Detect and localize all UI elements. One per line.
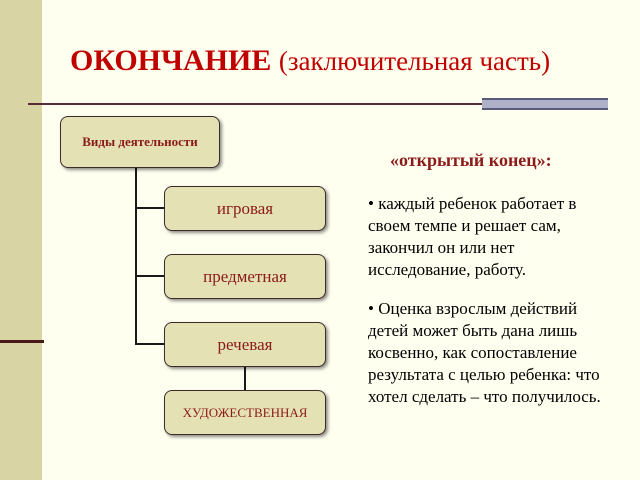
diagram-node-object: предметная xyxy=(164,254,326,299)
bullet-item-2: • Оценка взрослым действий детей может быть дана лишь косвенно, как сопоставление результата с целью ребенка: что хотел сделать – что получилось. xyxy=(368,299,601,406)
connector-vertical xyxy=(135,168,137,344)
diagram-node-speech: речевая xyxy=(164,322,326,367)
diagram-root-node: Виды деятельности xyxy=(60,116,220,168)
divider-accent xyxy=(482,98,608,110)
connector-branch-2 xyxy=(135,275,165,277)
left-decorative-band xyxy=(0,0,42,480)
title-subtitle: (заключительная часть) xyxy=(278,46,551,76)
connector-branch-1 xyxy=(135,207,165,209)
bullet-item-1: • каждый ребенок работает в своем темпе и решает сам, закончил он или нет исследование, работу. xyxy=(368,194,577,279)
title-main: ОКОНЧАНИЕ xyxy=(70,44,272,77)
diagram-node-game: игровая xyxy=(164,186,326,231)
connector-branch-3 xyxy=(135,343,165,345)
diagram-node-artistic: ХУДОЖЕСТВЕННАЯ xyxy=(164,390,326,435)
left-band-accent-line xyxy=(0,340,44,343)
open-end-heading: «открытый конец»: xyxy=(390,150,552,170)
page-title xyxy=(70,44,610,78)
connector-sub xyxy=(244,367,246,390)
